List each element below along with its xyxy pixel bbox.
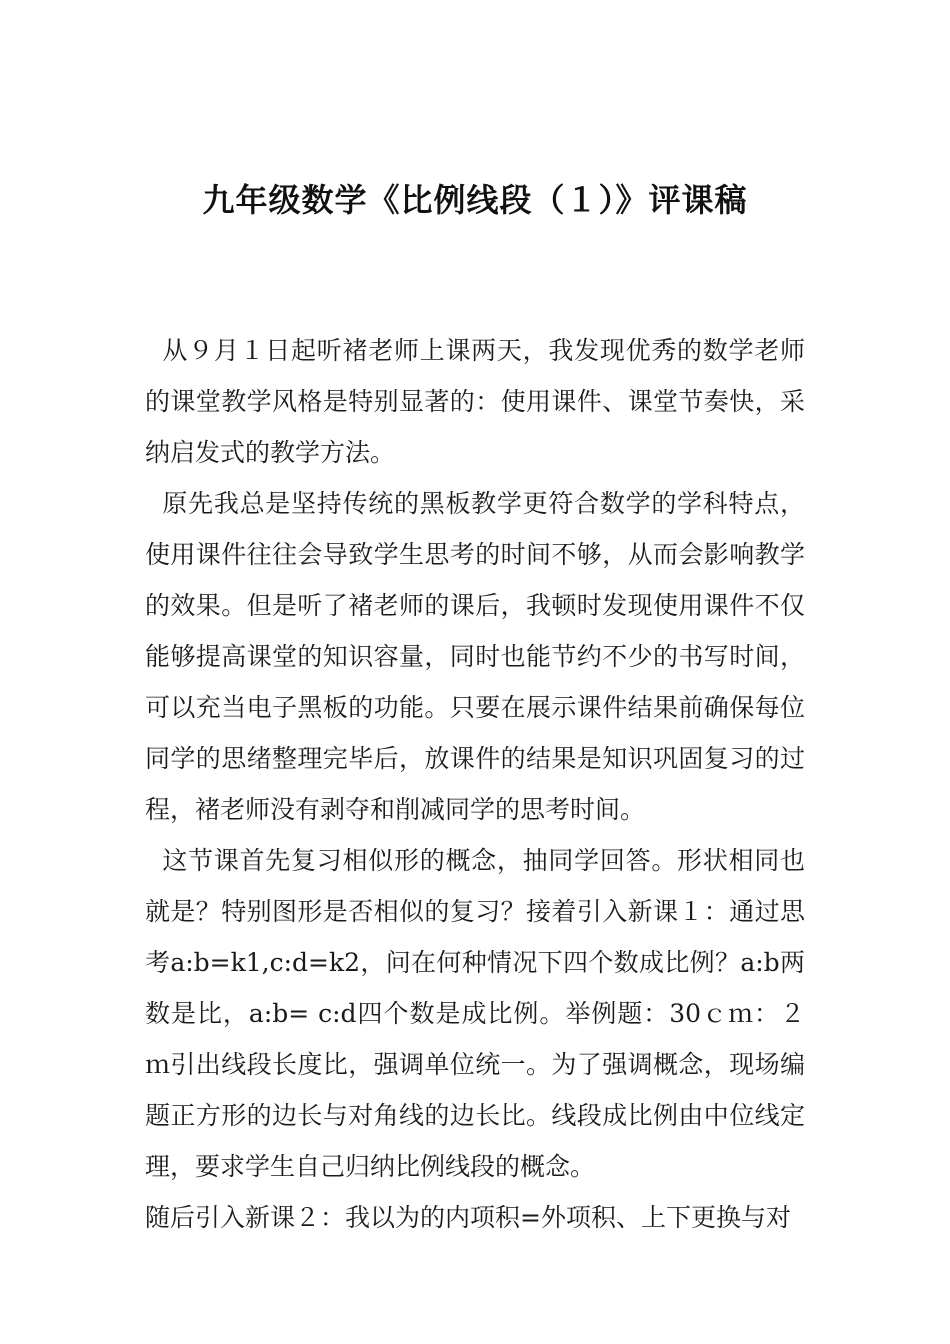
paragraph-4: 随后引入新课２：我以为的内项积=外项积、上下更换与对 (145, 1203, 791, 1232)
paragraph-3: 这节课首先复习相似形的概念，抽同学回答。形状相同也就是？特别图形是否相似的复习？接着引入新课１：通过思考a:b=k1,c:d=k2，问在何种情况下四个数成比例？a:b两数是比，a:b= c:d四个数是成比例。举例题：30ｃｍ：２ｍ引出线段长度比，强调单位统一。为了强调概念，现场编题正方形的边长与对角线的边长比。线段成比例由中位线定理，要求学生自己归纳比例线段的概念。 (145, 846, 805, 1181)
document-title: 九年级数学《比例线段（１）》评课稿 (202, 181, 748, 219)
document-body (145, 325, 805, 1243)
paragraph-1: 从９月１日起听褚老师上课两天，我发现优秀的数学老师的课堂教学风格是特别显著的：使用课件、课堂节奏快，采纳启发式的教学方法。 (145, 336, 805, 467)
paragraph-2: 原先我总是坚持传统的黑板教学更符合数学的学科特点，使用课件往往会导致学生思考的时间不够，从而会影响教学的效果。但是听了褚老师的课后，我顿时发现使用课件不仅能够提高课堂的知识容量，同时也能节约不少的书写时间，可以充当电子黑板的功能。只要在展示课件结果前确保每位同学的思绪整理完毕后，放课件的结果是知识巩固复习的过程，褚老师没有剥夺和削减同学的思考时间。 (145, 489, 805, 824)
